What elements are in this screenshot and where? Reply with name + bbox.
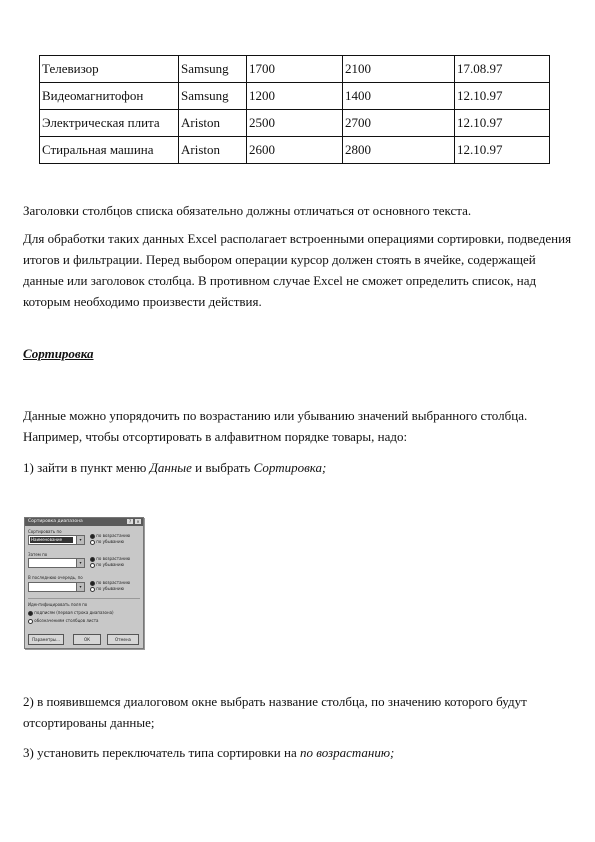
table-cell: 12.10.97: [455, 83, 550, 110]
table-cell: 2800: [343, 137, 455, 164]
sort-by-value: Наименование: [30, 537, 73, 543]
then-by-label: Затем по: [28, 552, 48, 557]
goods-table: [39, 55, 550, 164]
paragraph-excel-operations: Для обработки таких данных Excel располагает встроенными операциями сортировки, подведения итогов и фильтрации. Перед выбором операции курсор должен стоять в ячейке, содержащей данные или заголовок столбца. В противном случае Excel не сможет определить список, над которым необходимо произвести действия.: [23, 231, 572, 309]
table-cell: Samsung: [179, 56, 247, 83]
dialog-title: Сортировка диапазона: [28, 519, 83, 524]
chevron-down-icon[interactable]: ▾: [76, 583, 84, 591]
step-3: [23, 742, 573, 763]
sort-dialog-screenshot: [24, 517, 144, 649]
last-by-label: В последнюю очередь, по: [28, 575, 83, 580]
radio-identify-labels[interactable]: подписям (первая строка диапазона): [28, 610, 114, 616]
table-row: [40, 110, 550, 137]
table-cell: 1400: [343, 83, 455, 110]
table-cell: 2600: [247, 137, 343, 164]
table-cell: Телевизор: [40, 56, 179, 83]
radio-desc-1[interactable]: по убыванию: [90, 539, 124, 545]
radio-asc-3[interactable]: по возрастанию: [90, 580, 130, 586]
table-cell: 12.10.97: [455, 137, 550, 164]
table-cell: 2500: [247, 110, 343, 137]
menu-sort-label: Сортировка;: [253, 460, 327, 475]
params-button[interactable]: Параметры...: [28, 634, 64, 645]
chevron-down-icon[interactable]: ▾: [76, 536, 84, 544]
help-icon[interactable]: ?: [128, 519, 132, 524]
last-by-combo[interactable]: [28, 582, 85, 592]
table-cell: Видеомагнитофон: [40, 83, 179, 110]
ascending-option-label: по возрастанию;: [299, 745, 395, 760]
table-cell: Электрическая плита: [40, 110, 179, 137]
table-row: [40, 83, 550, 110]
step-2: 2) в появившемся диалоговом окне выбрать название столбца, по значению которого будут отсортированы данные;: [23, 694, 527, 730]
table-cell: Samsung: [179, 83, 247, 110]
divider: [28, 598, 140, 599]
paragraph-sorting-intro: Данные можно упорядочить по возрастанию или убыванию значений выбранного столбца. Например, чтобы отсортировать в алфавитном порядке товары, надо:: [23, 408, 528, 444]
step-1-text-c: и выбрать: [191, 460, 254, 475]
radio-asc-1[interactable]: по возрастанию: [90, 533, 130, 539]
paragraph-headers-note: Заголовки столбцов списка обязательно должны отличаться от основного текста.: [23, 203, 472, 218]
table-cell: 12.10.97: [455, 110, 550, 137]
menu-data-label: Данные: [149, 460, 192, 475]
table-cell: 17.08.97: [455, 56, 550, 83]
table-cell: 2100: [343, 56, 455, 83]
radio-desc-2[interactable]: по убыванию: [90, 562, 124, 568]
identify-label: Идентифицировать поля по: [28, 602, 88, 607]
table-cell: 1700: [247, 56, 343, 83]
then-by-combo[interactable]: [28, 558, 85, 568]
table-cell: Ariston: [179, 137, 247, 164]
radio-identify-letters[interactable]: обозначениям столбцов листа: [28, 618, 99, 624]
radio-asc-2[interactable]: по возрастанию: [90, 556, 130, 562]
table-row: [40, 56, 550, 83]
sort-by-label: Сортировать по: [28, 529, 62, 534]
step-1-text-a: 1) зайти в пункт меню: [23, 460, 150, 475]
radio-desc-3[interactable]: по убыванию: [90, 586, 124, 592]
table-cell: Ariston: [179, 110, 247, 137]
ok-button[interactable]: ОК: [73, 634, 101, 645]
table-row: [40, 137, 550, 164]
table-cell: 1200: [247, 83, 343, 110]
table-cell: 2700: [343, 110, 455, 137]
dialog-title-bar: [25, 518, 143, 526]
step-3-text-a: 3) установить переключатель типа сортировки на: [23, 745, 300, 760]
chevron-down-icon[interactable]: ▾: [76, 559, 84, 567]
close-icon[interactable]: ×: [136, 519, 140, 524]
cancel-button[interactable]: Отмена: [107, 634, 139, 645]
sort-by-combo[interactable]: [28, 535, 85, 545]
table-cell: Стиральная машина: [40, 137, 179, 164]
step-1: [23, 457, 573, 478]
section-heading-sorting: Сортировка: [23, 346, 94, 361]
